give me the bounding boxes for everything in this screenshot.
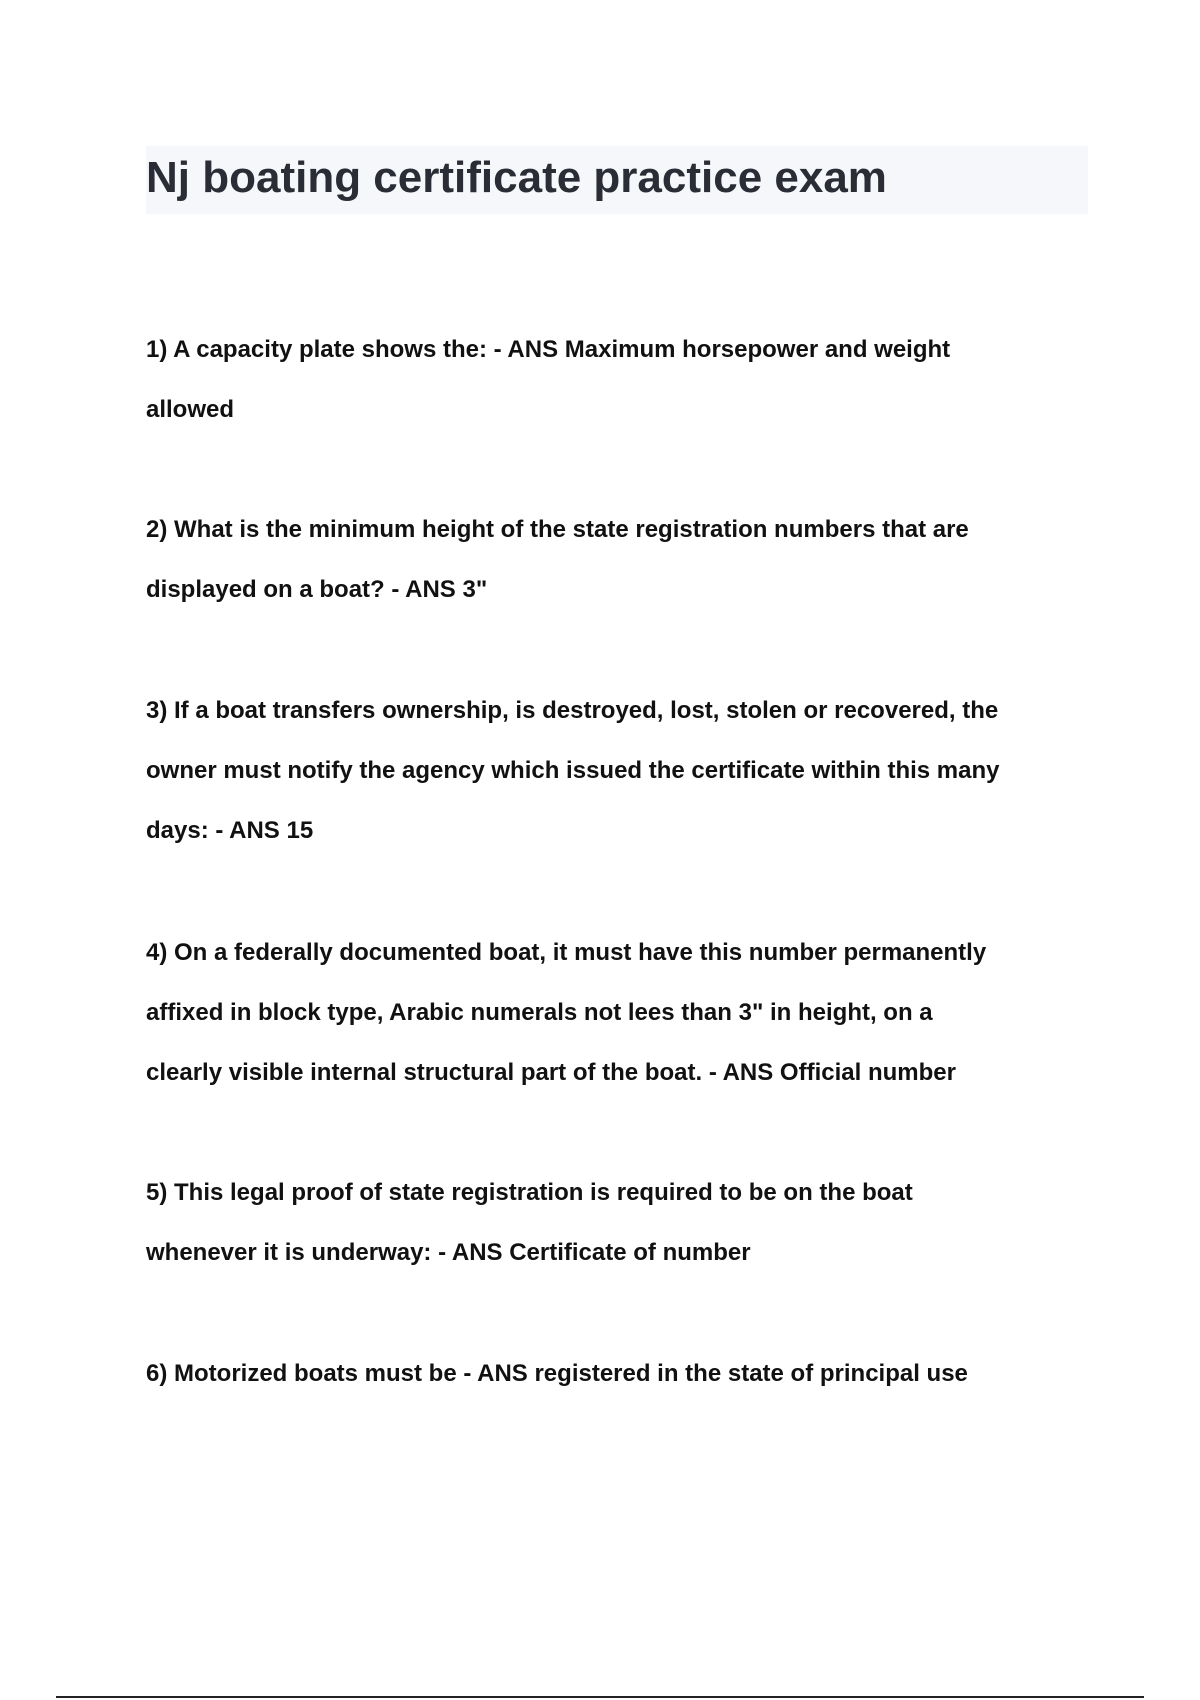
question-line: displayed on a boat? - ANS 3" (146, 576, 488, 603)
question-line: days: - ANS 15 (146, 817, 314, 844)
question-line: whenever it is underway: - ANS Certificate of number (146, 1239, 751, 1266)
question-line: clearly visible internal structural part of the boat. - ANS Official number (146, 1059, 956, 1086)
question-line: 6) Motorized boats must be - ANS registered in the state of principal use (146, 1360, 968, 1387)
question-line: affixed in block type, Arabic numerals not lees than 3" in height, on a (146, 999, 933, 1026)
question-1 (146, 320, 1096, 440)
footer-divider (56, 1696, 1144, 1698)
question-6 (146, 1344, 1096, 1404)
question-5 (146, 1163, 1096, 1283)
question-line: allowed (146, 396, 235, 423)
question-line: 4) On a federally documented boat, it must have this number permanently (146, 939, 987, 966)
question-line: 3) If a boat transfers ownership, is destroyed, lost, stolen or recovered, the (146, 697, 999, 724)
question-4 (146, 923, 1096, 1103)
page-title: Nj boating certificate practice exam (146, 153, 887, 202)
title-banner (146, 146, 1088, 214)
question-line: owner must notify the agency which issued the certificate within this many (146, 757, 1000, 784)
question-line: 1) A capacity plate shows the: - ANS Maximum horsepower and weight (146, 336, 951, 363)
question-line: 2) What is the minimum height of the state registration numbers that are (146, 516, 969, 543)
question-2 (146, 500, 1096, 620)
question-line: 5) This legal proof of state registration is required to be on the boat (146, 1179, 913, 1206)
question-3 (146, 681, 1096, 861)
